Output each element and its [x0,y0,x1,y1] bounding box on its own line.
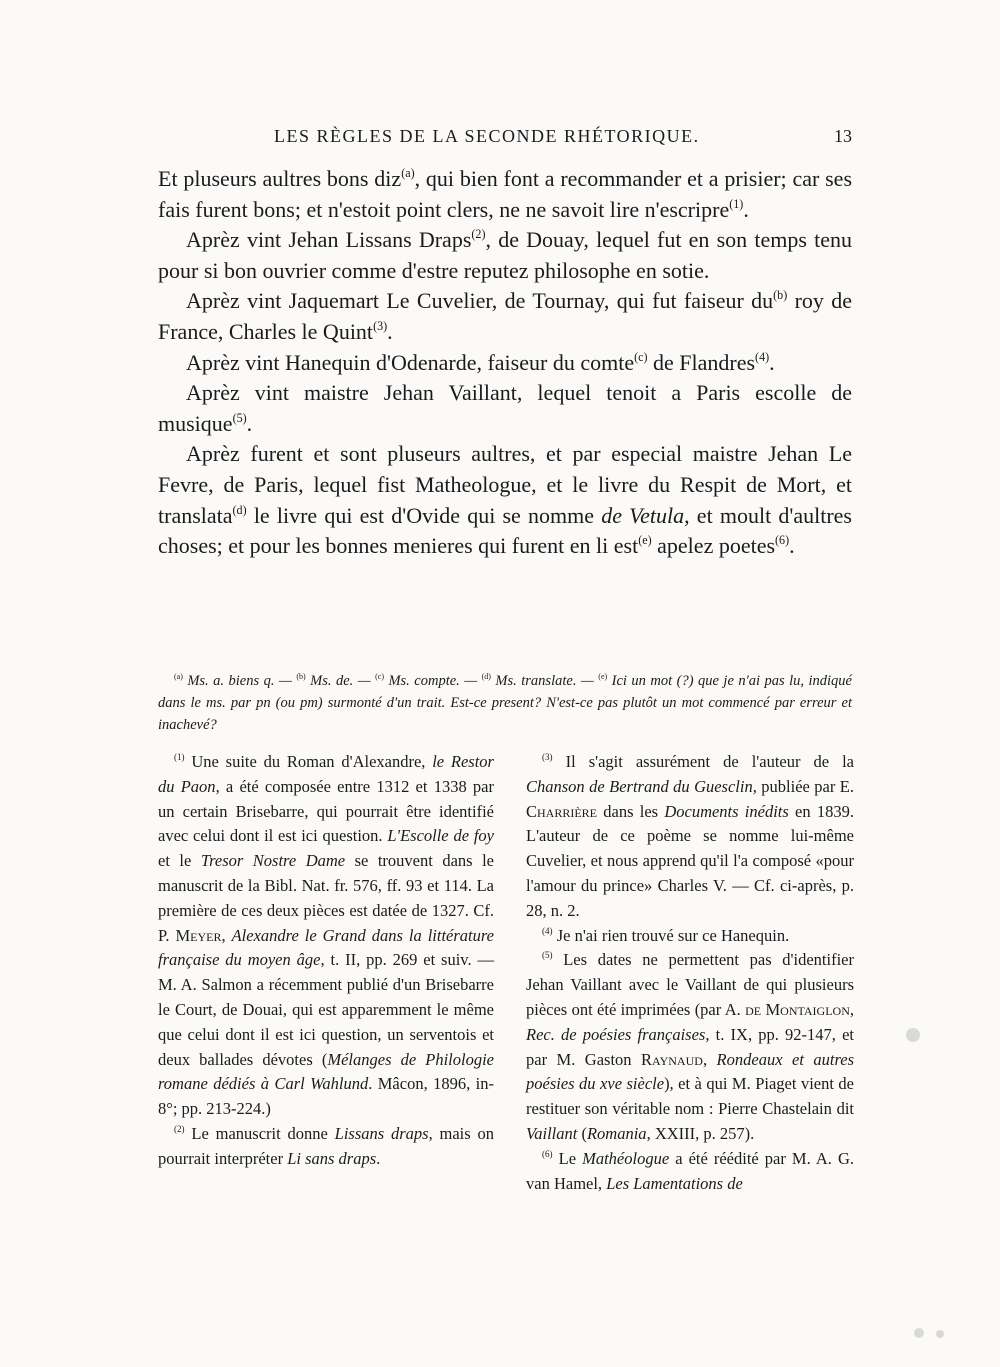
italic-title: Vaillant [526,1123,578,1143]
text-run: . [743,196,749,222]
text-run: . [789,533,795,559]
note-mark: (5) [542,950,553,961]
main-paragraph [158,378,852,439]
footnote [526,924,854,949]
text-run: Aprèz vint Hanequin d'Odenarde, faiseur du comte [186,349,635,375]
text-run: . [376,1148,381,1168]
footnotes-right-column [526,750,854,1196]
variant-apparatus [158,670,852,736]
variant-ref: (c) [634,349,648,364]
text-run: se trouvent dans le manuscrit de la Bibl. Nat. fr. 576, ff. 93 et 114. La première de ces deux pièces est datée de 1327. Cf. P. [158,851,494,945]
variant-ref: (d) [232,502,247,517]
italic-title: L'Escolle de foy [387,826,494,846]
italic-title: Alexandre le Grand dans la littérature française du moyen âge [158,925,494,970]
text-run: , [221,925,232,945]
text-run: Aprèz vint maistre Jehan Vaillant, lequel tenoit a Paris escolle de musique [158,380,852,436]
italic-title: Lissans draps [334,1123,429,1143]
variant-mark: (b) [296,672,306,682]
text-run: Aprèz vint Jaquemart Le Cuvelier, de Tournay, qui fut faiseur du [186,288,774,314]
text-run: le livre qui est d'Ovide qui se nomme [246,502,602,528]
text-run: . [387,318,393,344]
author-name: de Montaiglon [745,999,850,1019]
variant-text: Ms. de. — [305,673,376,689]
variant-ref: (b) [773,288,788,303]
italic-title: Tresor Nostre Dame [200,851,346,871]
note-mark: (1) [174,752,185,763]
main-paragraph [158,225,852,286]
footnote [526,1147,854,1197]
note-mark: (4) [542,925,553,936]
text-run: Il s'agit assurément de l'auteur de la [552,752,854,771]
text-run: Je n'ai rien trouvé sur ce Hanequin. [552,925,790,945]
variant-mark: (c) [375,672,384,682]
text-run: apelez poetes [651,533,776,559]
text-run: , publiée par E. [752,776,855,796]
running-header [158,126,852,156]
italic-title: Mathéologue [582,1148,670,1168]
italic-title: le Restor du Paon [158,752,494,796]
italic-title: Romania [586,1123,647,1143]
author-name: Raynaud [641,1049,703,1069]
note-ref: (4) [755,349,770,364]
italic-title: Rondeaux et autres poésies du xve siècle [526,1049,855,1094]
text-run: . [769,349,775,375]
main-paragraph [158,286,852,347]
footnotes-left-column [158,750,494,1172]
text-run: , [702,1049,717,1069]
text-run: Les dates ne permettent pas d'identifier Jehan Vaillant avec le Vaillant de qui plusieurs pièces ont été imprimées (par A. [526,950,854,1019]
note-ref: (2) [471,227,486,242]
note-ref: (5) [232,410,247,425]
text-run: , XXIII, p. 257). [646,1123,755,1143]
footnote [526,948,854,1146]
text-run: roy de France, Charles le Quint [158,288,852,344]
text-run: et le [158,851,201,871]
text-run: , mais on pourrait interpréter [158,1123,494,1168]
note-ref: (1) [729,196,744,211]
italic-title: Chanson de Bertrand du Guesclin [526,776,753,796]
paper-blemish [914,1328,924,1338]
text-run: ( [577,1123,587,1143]
text-run: , qui bien font a recommander et a prisier; car ses fais furent bons; et n'estoit point clers, ne ne savoit lire n'escripre [158,166,852,222]
variant-mark: (a) [174,672,183,682]
variant-ref: (a) [401,165,415,180]
text-run: de Flandres [647,349,756,375]
footnote [158,1122,494,1172]
text-run: , a été composée entre 1312 et 1338 par un certain Brisebarre, qui pourrait être identifié avec celui dont il est ici question. [158,776,494,846]
text-run: Et pluseurs aultres bons diz [158,166,402,191]
text-run: dans les [597,801,665,821]
variant-notes [158,670,852,736]
variant-text: Ms. a. biens q. — [182,673,297,689]
variant-text: Ms. translate. — [490,673,599,689]
text-run: en 1839. L'auteur de ce poème se nomme lui-même Cuvelier, et nous apprend qu'il l'a composé «pour l'amour du prince» Charles V. — Cf. ci-après, p. 28, n. 2. [526,801,855,920]
text-run: , et moult d'aultres choses; et pour les bonnes menieres qui furent en li est [158,502,852,559]
author-name: Charrière [526,801,598,821]
text-run: Le [552,1148,583,1168]
variant-text: Ms. compte. — [383,673,482,689]
page-number: 13 [834,126,852,146]
main-text [158,164,852,562]
main-paragraph [158,348,852,379]
running-title: LES RÈGLES DE LA SECONDE RHÉTORIQUE. [274,126,700,146]
text-run: Aprèz vint Jehan Lissans Draps [186,227,472,253]
note-mark: (6) [542,1148,553,1159]
note-ref: (3) [373,318,388,333]
italic-title: de Vetula [601,502,685,528]
variant-mark: (d) [481,672,491,682]
text-run: , t. IX, pp. 92-147, et par M. Gaston [526,1024,855,1069]
footnote [158,750,494,1122]
footnote [526,750,854,924]
note-ref: (6) [775,533,790,548]
text-run: Aprèz furent et sont pluseurs aultres, et par especial maistre Jehan Le Fevre, de Paris, lequel fist Matheologue, et le livre du Respit de Mort, et translata [158,441,852,528]
italic-title: Rec. de poésies françaises [526,1024,706,1044]
text-run: Une suite du Roman d'Alexandre, [184,752,433,771]
text-run: , de Douay, lequel fut en son temps tenu pour si bon ouvrier comme d'estre reputez philosophe en sotie. [158,227,852,283]
paper-blemish [936,1330,944,1338]
text-run: , [849,999,854,1019]
variant-mark: (e) [598,672,608,682]
text-run: . [246,410,253,436]
text-run: . Mâcon, 1896, in-8°; pp. 213-224.) [158,1074,494,1119]
italic-title: Li sans draps [287,1148,377,1168]
paper-blemish [906,1028,920,1042]
variant-ref: (e) [638,533,652,548]
text-run: ), et à qui M. Piaget vient de restituer son véritable nom : Pierre Chastelain dit [526,1074,854,1119]
text-run: a été réédité par M. A. G. van Hamel, [526,1148,854,1193]
note-mark: (2) [174,1124,185,1135]
text-run: , t. II, pp. 269 et suiv. — M. A. Salmon a récemment publié d'un Brisebarre le Court, de Douai, qui est apparemment le même que celui dont il est ici question, un serventois et deux ballades dévotes ( [158,950,494,1069]
italic-title: Les Lamentations de [606,1173,743,1193]
text-run: Le manuscrit donne [184,1123,335,1143]
main-paragraph [158,164,852,225]
author-name: Meyer [175,925,222,945]
italic-title: Mélanges de Philologie romane dédiés à Carl Wahlund [158,1049,495,1094]
italic-title: Documents inédits [664,801,789,821]
variant-text: Ici un mot (?) que je n'ai pas lu, indiqué dans le ms. par pn (ou pm) surmonté d'un trait. Est-ce present? N'est-ce pas plutôt un mot commencé par erreur et inachevé? [158,673,852,733]
main-paragraph [158,439,852,561]
note-mark: (3) [542,752,553,763]
